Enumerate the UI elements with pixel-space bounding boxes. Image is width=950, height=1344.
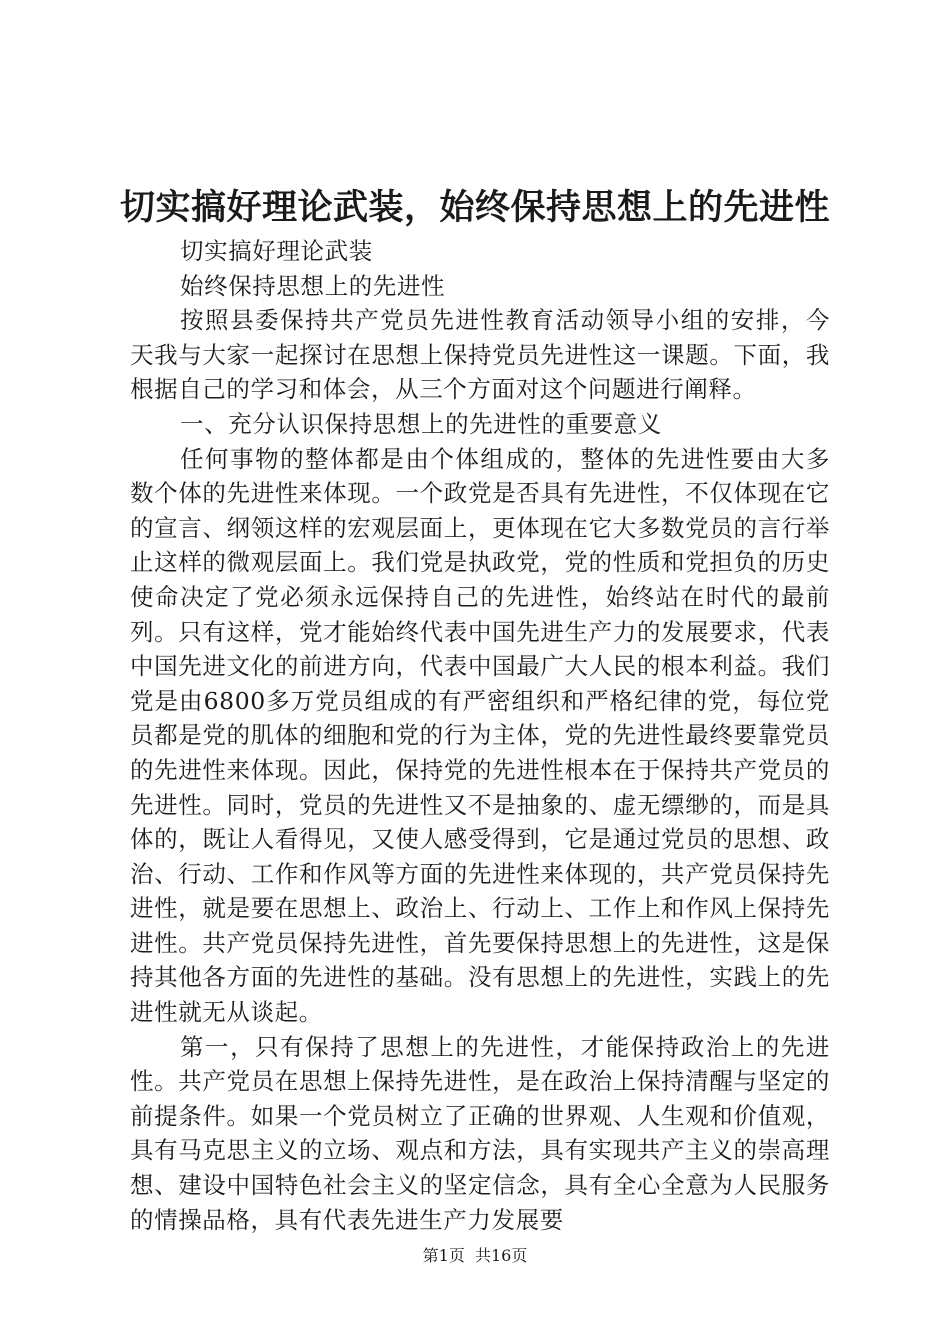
document-body <box>130 234 830 1237</box>
body-paragraph: 第一，只有保持了思想上的先进性，才能保持政治上的先进性。共产党员在思想上保持先进性，是在政治上保持清醒与坚定的前提条件。如果一个党员树立了正确的世界观、人生观和价值观，具有马克思主义的立场、观点和方法，具有实现共产主义的崇高理想、建设中国特色社会主义的坚定信念，具有全心全意为人民服务的情操品格，具有代表先进生产力发展要 <box>130 1032 830 1234</box>
subtitle-line-2: 始终保持思想上的先进性 <box>180 271 446 300</box>
subtitle-line-1: 切实搞好理论武装 <box>180 237 373 265</box>
intro-paragraph: 按照县委保持共产党员先进性教育活动领导小组的安排，今天我与大家一起探讨在思想上保持党员先进性这一课题。下面，我根据自己的学习和体会，从三个方面对这个问题进行阐释。 <box>130 306 830 404</box>
section-heading: 一、充分认识保持思想上的先进性的重要意义 <box>180 409 662 438</box>
document-title: 切实搞好理论武装，始终保持思想上的先进性 <box>119 187 830 228</box>
page-number-footer: 第1页 共16页 <box>422 1246 528 1265</box>
body-paragraph: 任何事物的整体都是由个体组成的，整体的先进性要由大多数个体的先进性来体现。一个政党是否具有先进性，不仅体现在它的宣言、纲领这样的宏观层面上，更体现在它大多数党员的言行举止这样的微观层面上。我们党是执政党，党的性质和党担负的历史使命决定了党必须永远保持自己的先进性，始终站在时代的最前列。只有这样，党才能始终代表中国先进生产力的发展要求，代表中国先进文化的前进方向，代表中国最广大人民的根本利益。我们党是由6800多万党员组成的有严密组织和严格纪律的党，每位党员都是党的肌体的细胞和党的行为主体，党的先进性最终要靠党员的先进性来体现。因此，保持党的先进性根本在于保持共产党员的先进性。同时，党员的先进性又不是抽象的、虚无缥缈的，而是具体的，既让人看得见，又使人感受得到，它是通过党员的思想、政治、行动、工作和作风等方面的先进性来体现的，共产党员保持先进性，就是要在思想上、政治上、行动上、工作上和作风上保持先进性。共产党员保持先进性，首先要保持思想上的先进性，这是保持其他各方面的先进性的基础。没有思想上的先进性，实践上的先进性就无从谈起。 <box>130 444 830 1027</box>
